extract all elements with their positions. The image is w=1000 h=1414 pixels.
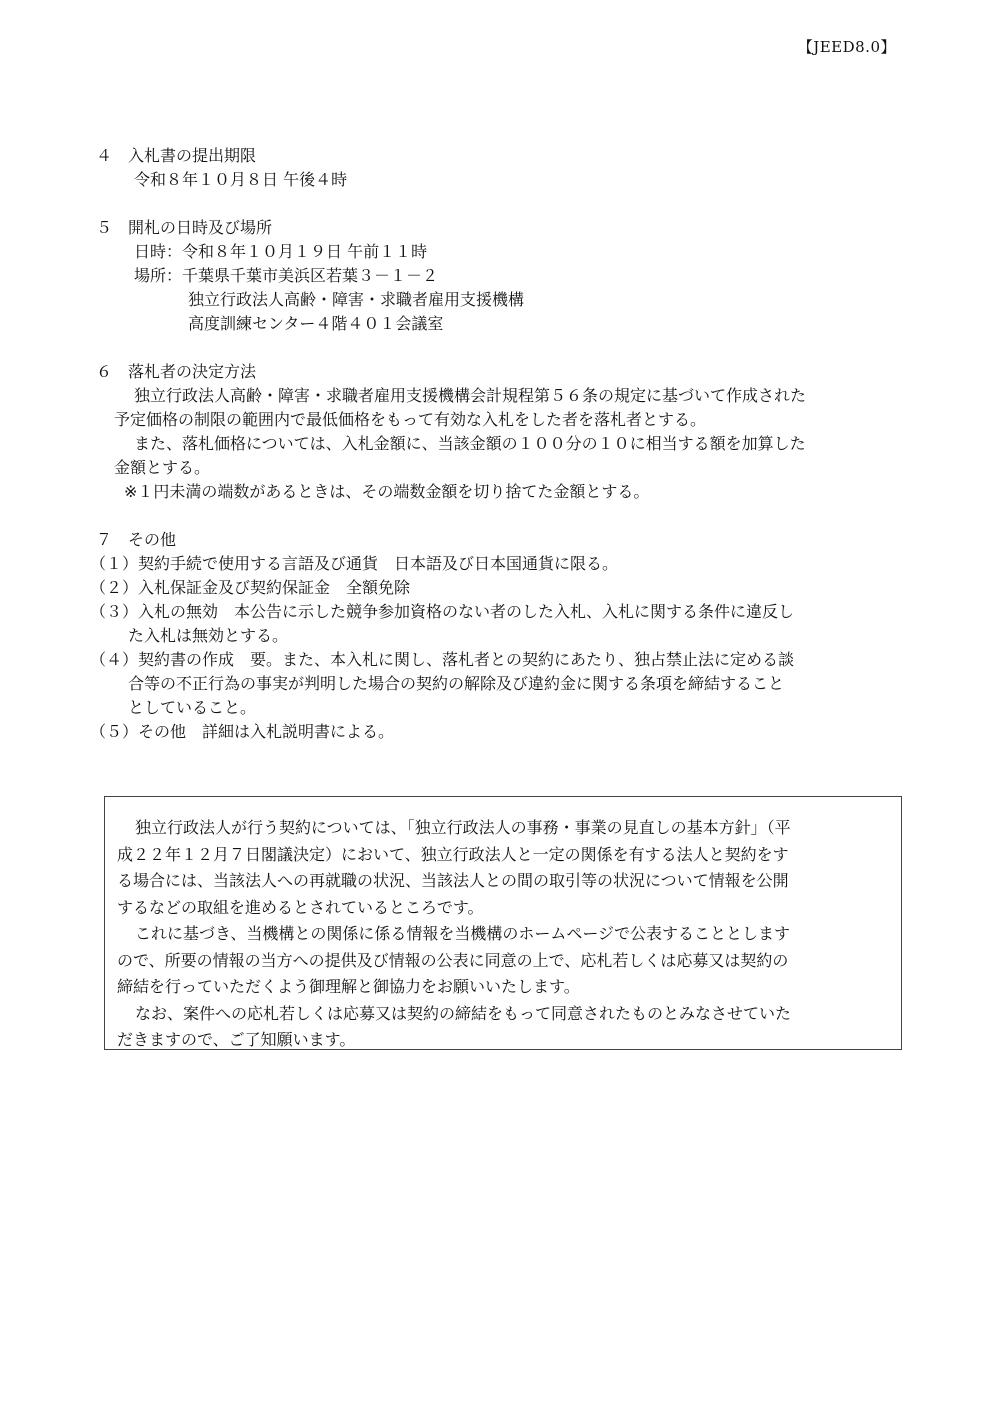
notice-line-6: ので、所要の情報の当方への提供及び情報の公表に同意の上で、応札若しくは応募又は契約の [117, 950, 789, 970]
notice-line-5: これに基づき、当機構との関係に係る情報を当機構のホームページで公表することとします [135, 924, 791, 943]
notice-line-9: だきますので、ご了知願います。 [117, 1030, 356, 1049]
other-item-4-cont-2: としていること。 [128, 698, 257, 717]
other-item-3-cont: た入札は無効とする。 [128, 626, 289, 645]
opening-datetime: 日時：令和８年１０月１９日 午前１１時 [134, 242, 428, 261]
award-method-paragraph-1a: 独立行政法人高齢・障害・求職者雇用支援機構会計規程第５６条の規定に基づいて作成された [134, 386, 807, 405]
notice-line-3: る場合には、当該法人への再就職の状況、当該法人との間の取引等の状況について情報を公開 [117, 871, 789, 890]
notice-line-1: 独立行政法人が行う契約については、「独立行政法人の事務・事業の見直しの基本方針」（平 [135, 818, 791, 837]
document-id: 【JEED8.0】 [797, 38, 896, 56]
notice-line-8: なお、案件への応札若しくは応募又は契約の締結をもって同意されたものとみなさせていた [135, 1003, 792, 1023]
announcement-body [90, 144, 908, 744]
other-item-3: （３）入札の無効 本公告に示した競争参加資格のない者のした入札、入札に関する条件に違反し [90, 602, 795, 621]
notice-line-4: するなどの取組を進めるとされているところです。 [117, 897, 484, 917]
opening-place-room: 高度訓練センター４階４０１会議室 [188, 314, 444, 333]
other-item-1: （１）契約手続で使用する言語及び通貨 日本語及び日本国通貨に限る。 [90, 554, 619, 573]
other-item-5: （５）その他 詳細は入札説明書による。 [90, 722, 395, 741]
opening-place-organization: 独立行政法人高齢・障害・求職者雇用支援機構 [188, 290, 525, 309]
award-method-paragraph-2a: また、落札価格については、入札金額に、当該金額の１００分の１０に相当する額を加算した [134, 434, 806, 453]
section-5-heading: ５ 開札の日時及び場所 [96, 218, 273, 237]
other-item-2: （２）入札保証金及び契約保証金 全額免除 [90, 578, 411, 597]
section-4-heading: ４ 入札書の提出期限 [96, 146, 257, 165]
disclosure-notice-box [104, 796, 902, 1050]
award-method-paragraph-2b: 金額とする。 [114, 458, 211, 477]
other-item-4-cont-1: 合等の不正行為の事実が判明した場合の契約の解除及び違約金に関する条項を締結すること [128, 674, 785, 693]
opening-place-address: 場所：千葉県千葉市美浜区若葉３－１－２ [134, 266, 439, 285]
other-item-4: （４）契約書の作成 要。また、本入札に関し、落札者との契約にあたり、独占禁止法に定める談 [90, 650, 795, 669]
award-method-paragraph-1b: 予定価格の制限の範囲内で最低価格をもって有効な入札をした者を落札者とする。 [114, 410, 707, 429]
notice-line-7: 締結を行っていただくよう御理解と御協力をお願いいたします。 [117, 977, 580, 996]
notice-line-2: 成２２年１２月７日閣議決定）において、独立行政法人と一定の関係を有する法人と契約をす [117, 844, 789, 864]
rounding-note: ※１円未満の端数があるときは、その端数金額を切り捨てた金額とする。 [124, 482, 650, 501]
section-6-heading: ６ 落札者の決定方法 [96, 362, 257, 381]
section-7-heading: ７ その他 [96, 530, 177, 549]
submission-deadline: 令和８年１０月８日 午後４時 [134, 170, 348, 189]
